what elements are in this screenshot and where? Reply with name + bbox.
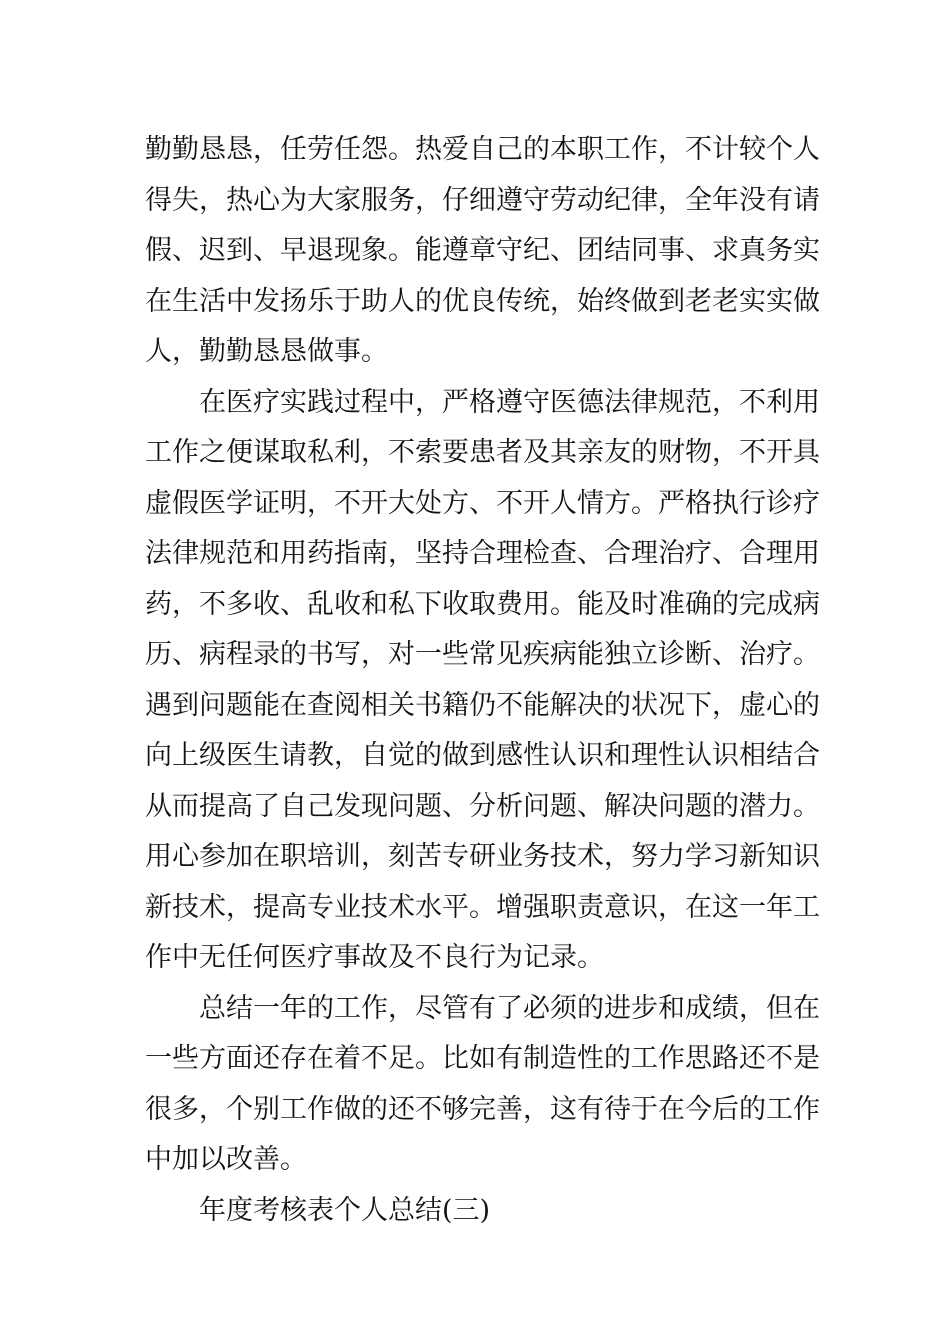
paragraph-2-line-2: 工作之便谋取私利，不索要患者及其亲友的财物，不开具 [145,437,820,468]
paragraph-2-line-3: 虚假医学证明，不开大处方、不开人情方。严格执行诊疗 [145,487,820,519]
paragraph-2-line-1: 在医疗实践过程中，严格遵守医德法律规范，不利用 [199,386,820,418]
paragraph-2-line-8: 向上级医生请教，自觉的做到感性认识和理性认识相结合 [145,740,820,771]
paragraph-2-line-12: 作中无任何医疗事故及不良行为记录。 [145,942,604,973]
paragraph-2-line-9: 从而提高了自己发现问题、分析问题、解决问题的潜力。 [145,790,820,822]
paragraph-3-line-4: 中加以改善。 [145,1144,307,1175]
paragraph-2-line-10: 用心参加在职培训，刻苦专研业务技术，努力学习新知识 [145,841,820,872]
paragraph-1-line-2: 得失，热心为大家服务，仔细遵守劳动纪律，全年没有请 [145,184,820,216]
paragraph-1-line-1: 勤勤恳恳，任劳任怨。热爱自己的本职工作，不计较个人 [145,134,820,165]
paragraph-1-line-5: 人，勤勤恳恳做事。 [145,336,388,367]
section-heading: 年度考核表个人总结(三) [199,1194,491,1226]
paragraph-1-line-4: 在生活中发扬乐于助人的优良传统，始终做到老老实实做 [145,285,820,317]
paragraph-2-line-4: 法律规范和用药指南，坚持合理检查、合理治疗、合理用 [145,538,820,569]
document-body [145,125,820,1236]
paragraph-2-line-6: 历、病程录的书写，对一些常见疾病能独立诊断、治疗。 [145,639,820,670]
paragraph-2-line-7: 遇到问题能在查阅相关书籍仍不能解决的状况下，虚心的 [145,689,820,721]
paragraph-2-line-5: 药，不多收、乱收和私下收取费用。能及时准确的完成病 [145,588,820,620]
paragraph-3-line-3: 很多，个别工作做的还不够完善，这有待于在今后的工作 [145,1093,820,1125]
paragraph-2-line-11: 新技术，提高专业技术水平。增强职责意识，在这一年工 [145,891,820,923]
paragraph-3-line-1: 总结一年的工作，尽管有了必须的进步和成绩，但在 [199,992,820,1024]
paragraph-1-line-3: 假、迟到、早退现象。能遵章守纪、团结同事、求真务实 [145,235,820,266]
paragraph-3-line-2: 一些方面还存在着不足。比如有制造性的工作思路还不是 [145,1043,820,1074]
